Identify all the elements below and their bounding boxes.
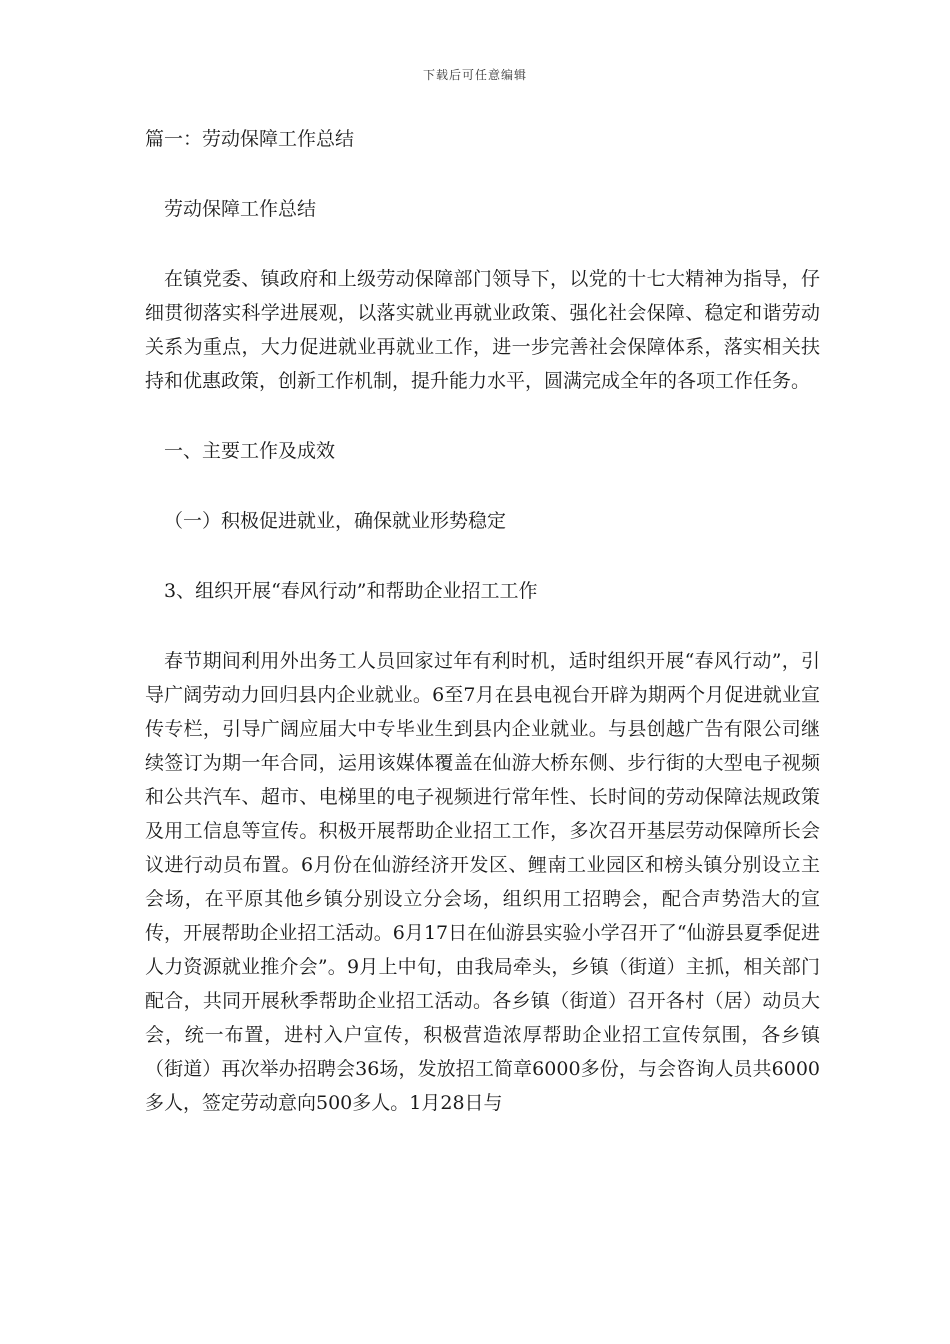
section-heading: 一、主要工作及成效 xyxy=(164,440,336,462)
document-body xyxy=(145,122,820,1120)
chapter-title: 篇一：劳动保障工作总结 xyxy=(145,128,355,150)
header-note: 下载后可任意编辑 xyxy=(422,68,527,82)
subsection-heading: （一）积极促进就业，确保就业形势稳定 xyxy=(164,510,507,532)
intro-paragraph: 在镇党委、镇政府和上级劳动保障部门领导下，以党的十七大精神为指导，仔细贯彻落实科学进展观，以落实就业再就业政策、强化社会保障、稳定和谐劳动关系为重点，大力促进就业再就业工作，进一步完善社会保障体系，落实相关扶持和优惠政策，创新工作机制，提升能力水平，圆满完成全年的各项工作任务。 xyxy=(145,268,820,392)
body-paragraph: 春节期间利用外出务工人员回家过年有利时机，适时组织开展“春风行动”，引导广阔劳动力回归县内企业就业。6至7月在县电视台开辟为期两个月促进就业宣传专栏，引导广阔应届大中专毕业生到县内企业就业。与县创越广告有限公司继续签订为期一年合同，运用该媒体覆盖在仙游大桥东侧、步行街的大型电子视频和公共汽车、超市、电梯里的电子视频进行常年性、长时间的劳动保障法规政策及用工信息等宣传。积极开展帮助企业招工工作，多次召开基层劳动保障所长会议进行动员布置。6月份在仙游经济开发区、鲤南工业园区和榜头镇分别设立主会场，在平原其他乡镇分别设立分会场，组织用工招聘会，配合声势浩大的宣传，开展帮助企业招工活动。6月17日在仙游县实验小学召开了“仙游县夏季促进人力资源就业推介会”。9月上中旬，由我局牵头，乡镇（街道）主抓，相关部门配合，共同开展秋季帮助企业招工活动。各乡镇（街道）召开各村（居）动员大会，统一布置，进村入户宣传，积极营造浓厚帮助企业招工宣传氛围，各乡镇（街道）再次举办招聘会36场，发放招工简章6000多份，与会咨询人员共6000多人，签定劳动意向500多人。1月28日与 xyxy=(145,650,820,1114)
item-heading: 3、组织开展“春风行动”和帮助企业招工工作 xyxy=(164,580,538,602)
document-subtitle: 劳动保障工作总结 xyxy=(164,198,317,220)
